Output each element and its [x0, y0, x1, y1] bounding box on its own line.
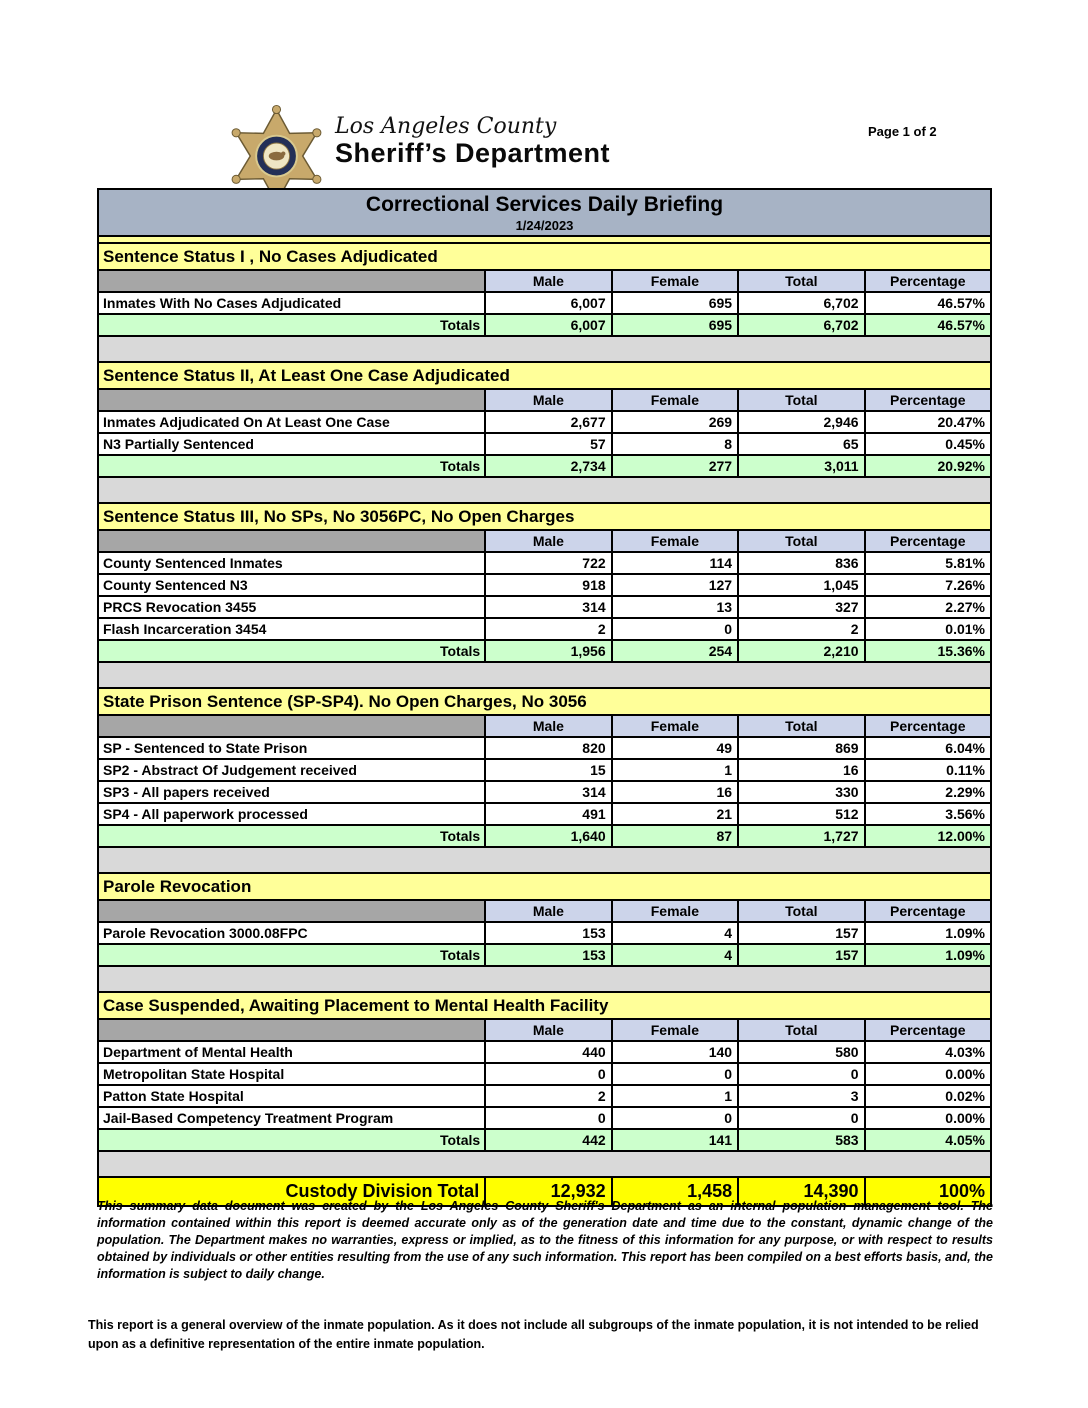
table-header-row	[99, 390, 990, 412]
agency-county: Los Angeles County	[335, 114, 557, 139]
totals-female: 87	[611, 826, 737, 848]
column-header: Female	[611, 716, 737, 738]
table-row	[99, 738, 990, 760]
section-title: State Prison Sentence (SP-SP4). No Open Charges, No 3056	[99, 689, 990, 716]
totals-male: 6,007	[484, 315, 610, 337]
cell-pct: 1.09%	[864, 923, 990, 945]
column-header: Female	[611, 901, 737, 923]
cell-pct: 0.00%	[864, 1064, 990, 1086]
agency-name	[335, 115, 610, 167]
totals-label: Totals	[99, 826, 484, 848]
cell-total: 157	[737, 923, 863, 945]
table-header-row	[99, 716, 990, 738]
report-section	[99, 504, 990, 689]
grand-total-label: Custody Division Total	[99, 1178, 484, 1205]
totals-row	[99, 945, 990, 967]
cell-female: 140	[611, 1042, 737, 1064]
cell-male: 15	[484, 760, 610, 782]
cell-female: 49	[611, 738, 737, 760]
page-number-label: Page 1 of 2	[868, 124, 937, 139]
column-header: Total	[737, 271, 863, 293]
cell-female: 16	[611, 782, 737, 804]
section-spacer	[99, 663, 990, 689]
cell-pct: 2.29%	[864, 782, 990, 804]
report-section	[99, 363, 990, 504]
totals-male: 442	[484, 1130, 610, 1152]
table-header-row	[99, 271, 990, 293]
column-header: Percentage	[864, 390, 990, 412]
cell-male: 722	[484, 553, 610, 575]
cell-female: 8	[611, 434, 737, 456]
cell-total: 3	[737, 1086, 863, 1108]
cell-male: 153	[484, 923, 610, 945]
totals-row	[99, 456, 990, 478]
cell-pct: 7.26%	[864, 575, 990, 597]
totals-total: 2,210	[737, 641, 863, 663]
cell-female: 0	[611, 1064, 737, 1086]
row-label: Flash Incarceration 3454	[99, 619, 484, 641]
column-header: Female	[611, 531, 737, 553]
row-label: SP - Sentenced to State Prison	[99, 738, 484, 760]
table-header-row	[99, 531, 990, 553]
column-header: Male	[484, 716, 610, 738]
table-row	[99, 412, 990, 434]
totals-pct: 12.00%	[864, 826, 990, 848]
cell-male: 0	[484, 1064, 610, 1086]
row-label: PRCS Revocation 3455	[99, 597, 484, 619]
table-row	[99, 1086, 990, 1108]
cell-total: 16	[737, 760, 863, 782]
section-title: Sentence Status III, No SPs, No 3056PC, No Open Charges	[99, 504, 990, 531]
cell-total: 2	[737, 619, 863, 641]
cell-total: 0	[737, 1064, 863, 1086]
column-header: Total	[737, 1020, 863, 1042]
totals-label: Totals	[99, 456, 484, 478]
cell-pct: 0.45%	[864, 434, 990, 456]
row-label: Inmates Adjudicated On At Least One Case	[99, 412, 484, 434]
report-section	[99, 874, 990, 993]
totals-pct: 1.09%	[864, 945, 990, 967]
cell-pct: 46.57%	[864, 293, 990, 315]
cell-female: 269	[611, 412, 737, 434]
column-header: Percentage	[864, 901, 990, 923]
header-empty-cell	[99, 716, 484, 738]
section-title: Parole Revocation	[99, 874, 990, 901]
cell-male: 57	[484, 434, 610, 456]
totals-female: 4	[611, 945, 737, 967]
cell-male: 314	[484, 597, 610, 619]
header-empty-cell	[99, 390, 484, 412]
row-label: Jail-Based Competency Treatment Program	[99, 1108, 484, 1130]
cell-female: 0	[611, 1108, 737, 1130]
report-section	[99, 244, 990, 363]
cell-male: 314	[484, 782, 610, 804]
cell-pct: 0.01%	[864, 619, 990, 641]
disclaimer-paragraph: This summary data document was created by the Los Angeles County Sheriff's Department as an internal population management tool. The information contained within this report is deemed accurate only as of the generation date and time due to the constant, dynamic change of the population. The Department makes no warranties, express or implied, as to the fitness of this information for any purpose, or with respect to results obtained by individuals or other entities resulting from the use of any such information. This report has been compiled on a best efforts basis, and, the information is subject to daily change.	[97, 1198, 993, 1281]
totals-row	[99, 315, 990, 337]
cell-total: 327	[737, 597, 863, 619]
totals-total: 3,011	[737, 456, 863, 478]
cell-pct: 0.00%	[864, 1108, 990, 1130]
cell-male: 2,677	[484, 412, 610, 434]
row-label: SP3 - All papers received	[99, 782, 484, 804]
grand-total-male: 12,932	[484, 1178, 610, 1205]
cell-pct: 2.27%	[864, 597, 990, 619]
cell-total: 330	[737, 782, 863, 804]
report-date: 1/24/2023	[515, 218, 574, 233]
cell-total: 869	[737, 738, 863, 760]
row-label: County Sentenced N3	[99, 575, 484, 597]
cell-pct: 0.02%	[864, 1086, 990, 1108]
totals-row	[99, 1130, 990, 1152]
totals-male: 153	[484, 945, 610, 967]
cell-total: 580	[737, 1042, 863, 1064]
totals-pct: 15.36%	[864, 641, 990, 663]
grand-total-total: 14,390	[737, 1178, 863, 1205]
column-header: Female	[611, 1020, 737, 1042]
header-empty-cell	[99, 271, 484, 293]
totals-male: 1,640	[484, 826, 610, 848]
cell-total: 0	[737, 1108, 863, 1130]
table-row	[99, 1064, 990, 1086]
table-header-row	[99, 901, 990, 923]
column-header: Total	[737, 390, 863, 412]
table-row	[99, 597, 990, 619]
totals-total: 6,702	[737, 315, 863, 337]
table-header-row	[99, 1020, 990, 1042]
column-header: Male	[484, 531, 610, 553]
cell-female: 4	[611, 923, 737, 945]
section-spacer	[99, 1152, 990, 1178]
totals-total: 1,727	[737, 826, 863, 848]
cell-female: 695	[611, 293, 737, 315]
report-title: Correctional Services Daily Briefing	[365, 193, 724, 216]
section-spacer	[99, 848, 990, 874]
agency-department: Sheriff’s Department	[335, 138, 611, 168]
report-sections	[99, 244, 990, 1178]
cell-total: 512	[737, 804, 863, 826]
cell-pct: 4.03%	[864, 1042, 990, 1064]
column-header: Percentage	[864, 1020, 990, 1042]
cell-pct: 6.04%	[864, 738, 990, 760]
section-title: Sentence Status I , No Cases Adjudicated	[99, 244, 990, 271]
report-section	[99, 689, 990, 874]
row-label: Parole Revocation 3000.08FPC	[99, 923, 484, 945]
totals-total: 157	[737, 945, 863, 967]
row-label: SP4 - All paperwork processed	[99, 804, 484, 826]
column-header: Total	[737, 716, 863, 738]
totals-total: 583	[737, 1130, 863, 1152]
column-header: Male	[484, 271, 610, 293]
totals-row	[99, 826, 990, 848]
cell-total: 2,946	[737, 412, 863, 434]
table-row	[99, 760, 990, 782]
section-spacer	[99, 967, 990, 993]
totals-male: 2,734	[484, 456, 610, 478]
cell-total: 6,702	[737, 293, 863, 315]
totals-female: 277	[611, 456, 737, 478]
table-row	[99, 804, 990, 826]
totals-label: Totals	[99, 945, 484, 967]
cell-female: 0	[611, 619, 737, 641]
row-label: SP2 - Abstract Of Judgement received	[99, 760, 484, 782]
cell-male: 6,007	[484, 293, 610, 315]
footnote-paragraph: This report is a general overview of the inmate population. As it does not include all subgroups of the inmate population, it is not intended to be relied upon as a definitive representation of the entire inmate population.	[88, 1317, 979, 1351]
cell-pct: 20.47%	[864, 412, 990, 434]
section-spacer	[99, 337, 990, 363]
cell-total: 836	[737, 553, 863, 575]
cell-pct: 5.81%	[864, 553, 990, 575]
column-header: Male	[484, 1020, 610, 1042]
table-row	[99, 293, 990, 315]
column-header: Male	[484, 901, 610, 923]
report-sheet	[97, 188, 992, 1207]
cell-male: 2	[484, 619, 610, 641]
table-row	[99, 434, 990, 456]
totals-pct: 20.92%	[864, 456, 990, 478]
cell-male: 918	[484, 575, 610, 597]
totals-female: 254	[611, 641, 737, 663]
header-empty-cell	[99, 901, 484, 923]
column-header: Percentage	[864, 271, 990, 293]
header-empty-cell	[99, 531, 484, 553]
totals-female: 695	[611, 315, 737, 337]
cell-female: 13	[611, 597, 737, 619]
totals-pct: 46.57%	[864, 315, 990, 337]
header-empty-cell	[99, 1020, 484, 1042]
cell-female: 1	[611, 760, 737, 782]
grand-total-percentage: 100%	[864, 1178, 990, 1205]
cell-male: 491	[484, 804, 610, 826]
section-title: Sentence Status II, At Least One Case Adjudicated	[99, 363, 990, 390]
row-label: Patton State Hospital	[99, 1086, 484, 1108]
table-row	[99, 619, 990, 641]
table-row	[99, 923, 990, 945]
grand-total-female: 1,458	[611, 1178, 737, 1205]
column-header: Female	[611, 271, 737, 293]
column-header: Total	[737, 901, 863, 923]
section-spacer	[99, 478, 990, 504]
report-section	[99, 993, 990, 1178]
section-title: Case Suspended, Awaiting Placement to Mental Health Facility	[99, 993, 990, 1020]
totals-female: 141	[611, 1130, 737, 1152]
column-header: Total	[737, 531, 863, 553]
cell-female: 1	[611, 1086, 737, 1108]
column-header: Male	[484, 390, 610, 412]
yellow-divider-strip	[99, 237, 990, 244]
row-label: N3 Partially Sentenced	[99, 434, 484, 456]
cell-total: 65	[737, 434, 863, 456]
column-header: Female	[611, 390, 737, 412]
cell-male: 2	[484, 1086, 610, 1108]
table-row	[99, 1108, 990, 1130]
column-header: Percentage	[864, 716, 990, 738]
totals-label: Totals	[99, 315, 484, 337]
cell-pct: 3.56%	[864, 804, 990, 826]
row-label: Department of Mental Health	[99, 1042, 484, 1064]
cell-total: 1,045	[737, 575, 863, 597]
table-row	[99, 553, 990, 575]
totals-label: Totals	[99, 641, 484, 663]
cell-pct: 0.11%	[864, 760, 990, 782]
table-row	[99, 1042, 990, 1064]
report-title-band	[99, 190, 990, 237]
table-row	[99, 782, 990, 804]
row-label: Inmates With No Cases Adjudicated	[99, 293, 484, 315]
row-label: County Sentenced Inmates	[99, 553, 484, 575]
row-label: Metropolitan State Hospital	[99, 1064, 484, 1086]
totals-label: Totals	[99, 1130, 484, 1152]
totals-male: 1,956	[484, 641, 610, 663]
totals-pct: 4.05%	[864, 1130, 990, 1152]
table-row	[99, 575, 990, 597]
cell-female: 127	[611, 575, 737, 597]
column-header: Percentage	[864, 531, 990, 553]
totals-row	[99, 641, 990, 663]
cell-male: 820	[484, 738, 610, 760]
cell-female: 21	[611, 804, 737, 826]
cell-male: 0	[484, 1108, 610, 1130]
cell-male: 440	[484, 1042, 610, 1064]
cell-female: 114	[611, 553, 737, 575]
